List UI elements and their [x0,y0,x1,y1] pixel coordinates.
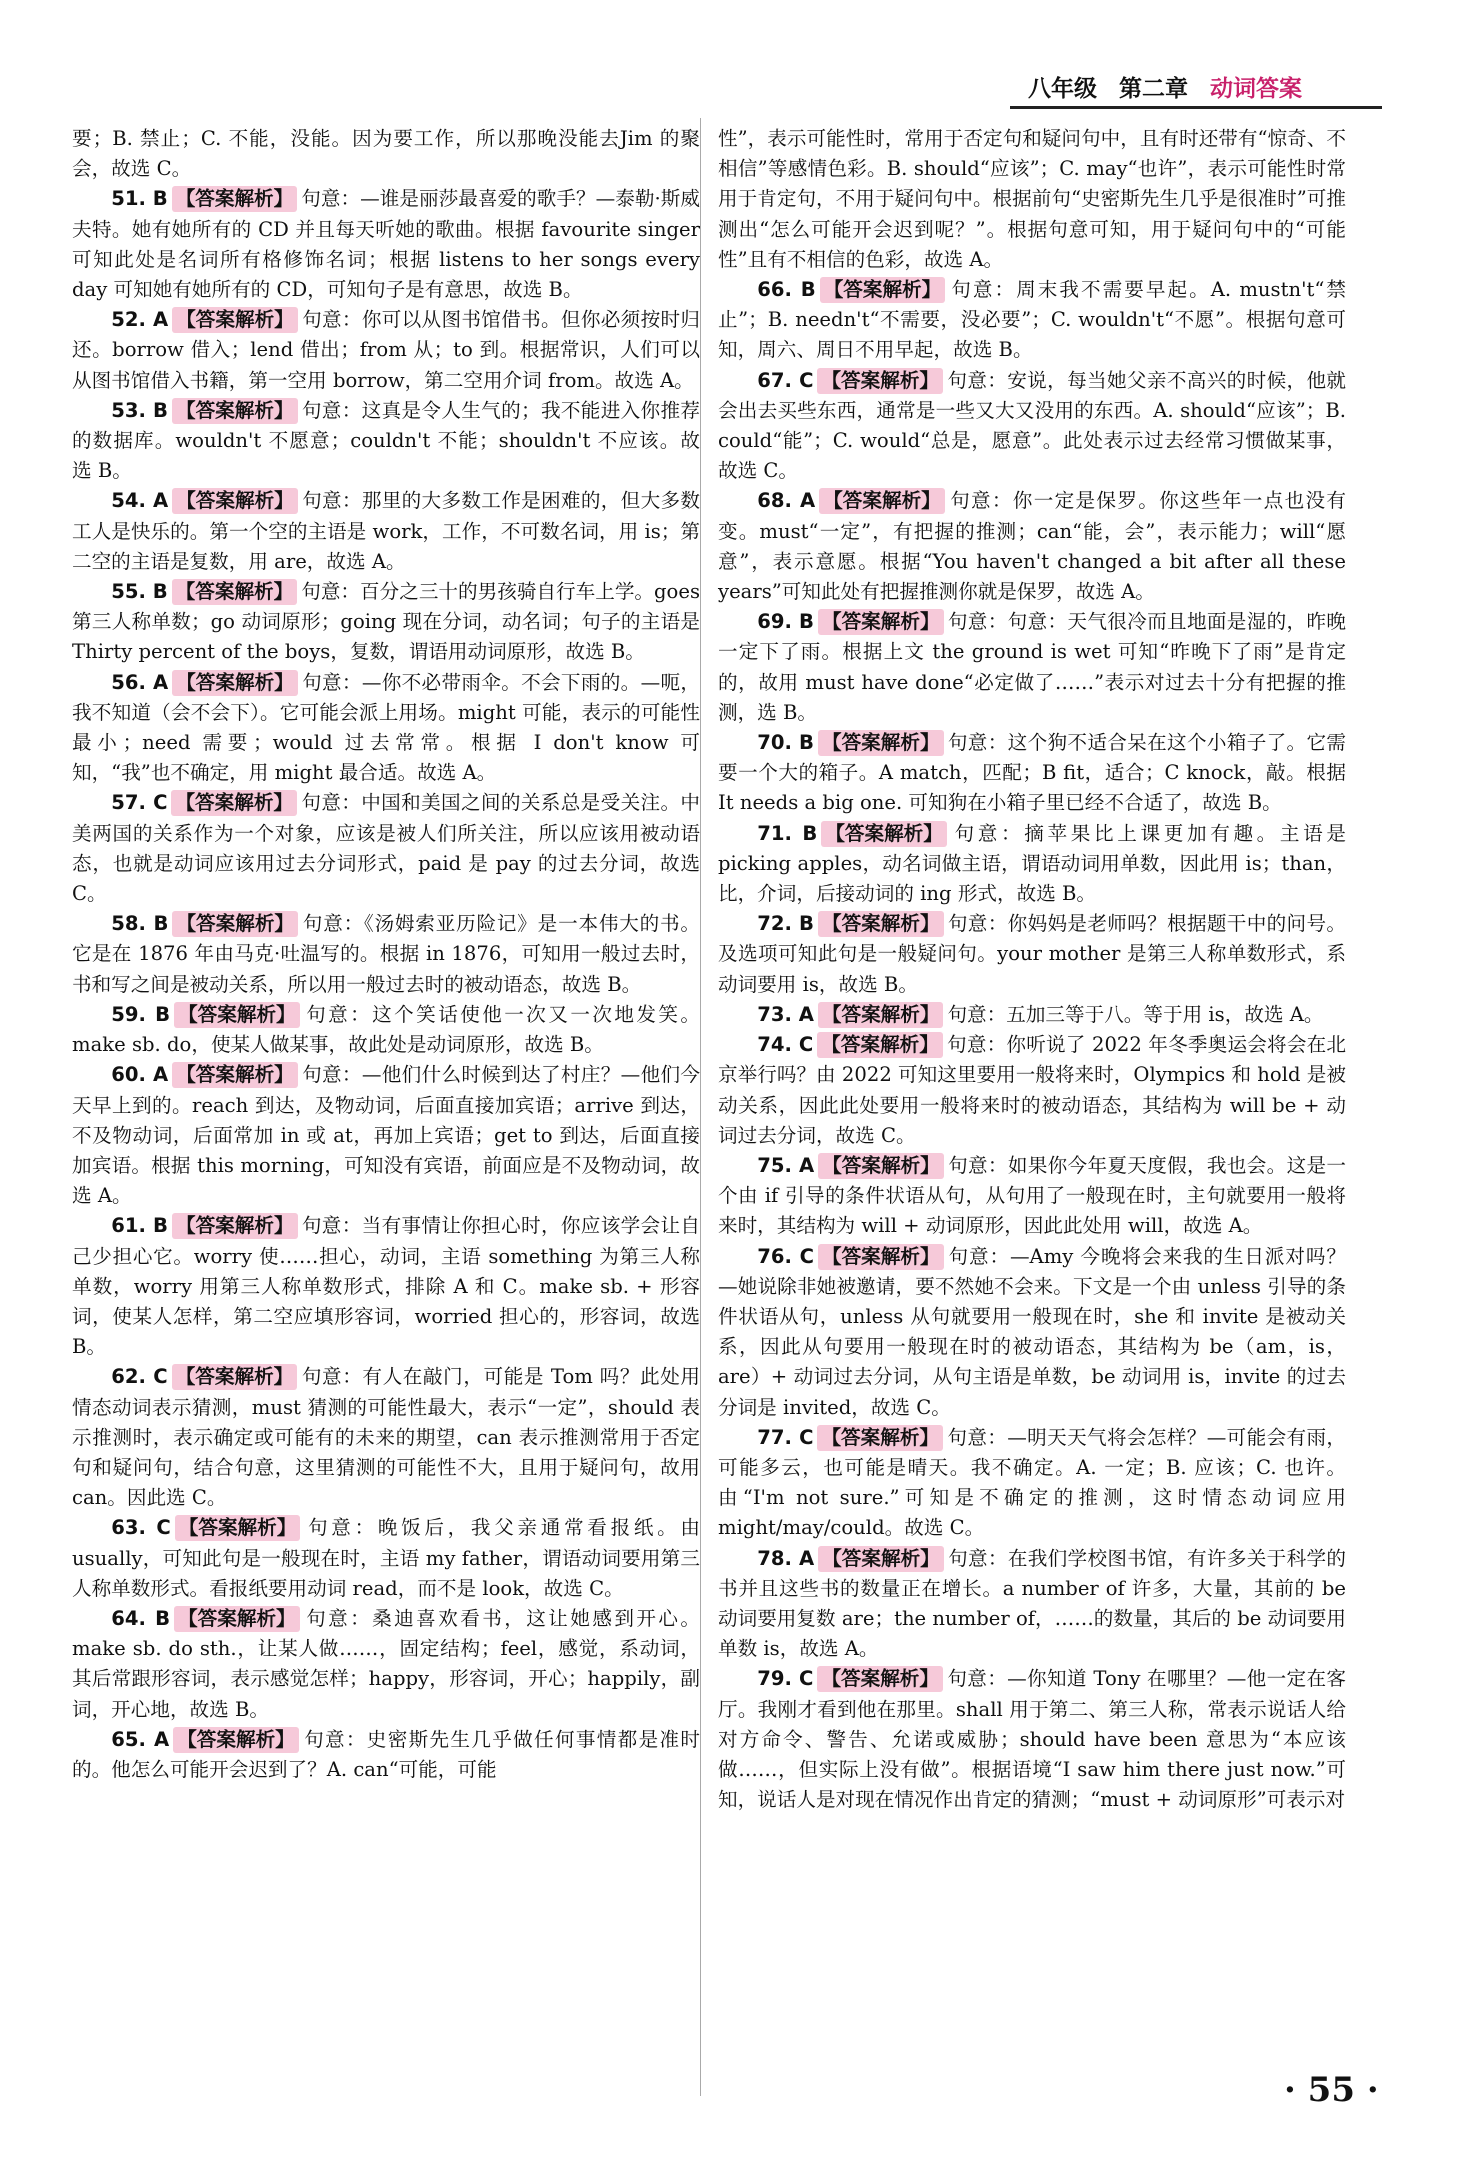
answer-analysis-tag: 【答案解析】 [818,730,944,756]
answer-number: 51. B [111,187,168,211]
answer-text: 句意：—他们什么时候到达了村庄？—他们今天早上到的。reach 到达，及物动词，后面直接加宾语；arrive 到达，不及物动词，后面常加 in 或 at，再加上宾语；get to 到达，后面直接加宾语。根据 this morning，可知没有宾语，前面应是不及物动词，故选 A。 [72,1063,700,1208]
answer-number: 74. C [757,1033,814,1057]
answer-item [72,1060,700,1211]
answer-item [72,124,700,184]
answer-analysis-tag: 【答案解析】 [174,1002,300,1028]
answer-number: 73. A [757,1002,814,1026]
answer-item [72,305,700,396]
answer-item [718,1151,1346,1242]
answer-analysis-tag: 【答案解析】 [174,1606,300,1632]
answer-analysis-tag: 【答案解析】 [171,790,297,816]
answer-analysis-tag: 【答案解析】 [818,1244,944,1270]
answer-text: 要；B. 禁止；C. 不能，没能。因为要工作，所以那晚没能去Jim 的聚会，故选 C。 [72,127,700,181]
answer-item [718,486,1346,607]
answer-text: 句意：这个狗不适合呆在这个小箱子了。它需要一个大的箱子。A match，匹配；B fit，适合；C knock，敲。根据 It needs a big one. 可知狗在小箱子里已经不合适了，故选 B。 [718,731,1346,815]
answer-number: 78. A [757,1546,815,1570]
answer-text: 句意：你一定是保罗。你这些年一点也没有变。must“一定”，有把握的推测；can“能，会”，表示能力；will“愿意”，表示意愿。根据“You haven't changed a bit after all these years”可知此处有把握推测你就是保罗，故选 A。 [718,489,1346,604]
answer-item [72,396,700,487]
answer-text: 句意：安说，每当她父亲不高兴的时候，他就会出去买些东西，通常是一些又大又没用的东西。A. should“应该”；B. could“能”；C. would“总是，愿意”。此处表示过去经常习惯做某事，故选 C。 [718,368,1347,483]
answer-text: 句意：史密斯先生几乎做任何事情都是准时的。他怎么可能开会迟到了？A. can“可能，可能 [72,1727,700,1781]
answer-item [72,1211,700,1362]
answer-text: 句意：你妈妈是老师吗？根据题干中的问号。及选项可知此句是一般疑问句。your mother 是第三人称单数形式，系动词要用 is，故选 B。 [718,912,1346,996]
answer-text: 句意：—明天天气将会怎样？—可能会有雨，可能多云，也可能是晴天。我不确定。A. 一定；B. 应该；C. 也许。由“I'm not sure.”可知是不确定的推测，这时情态动词应用 might/may/could。故选 C。 [718,1425,1347,1540]
answer-text: 句意：晚饭后，我父亲通常看报纸。由 usually，可知此句是一般现在时，主语 my father，谓语动词要用第三人称单数形式。看报纸要用动词 read，而不是 look，故选 C。 [72,1516,700,1600]
answer-number: 64. B [111,1606,171,1630]
answer-analysis-tag: 【答案解析】 [172,307,298,333]
answer-item [72,1000,700,1060]
answer-item [718,728,1346,819]
answer-item [718,275,1346,366]
header-topic: 动词答案 [1210,75,1302,102]
header-rule [1010,106,1382,109]
answer-number: 59. B [111,1002,171,1026]
answer-item [718,124,1346,275]
answer-number: 55. B [111,580,168,604]
answer-number: 57. C [111,791,168,815]
answer-text: 句意：在我们学校图书馆，有许多关于科学的书并且这些书的数量正在增长。a number of 许多，大量，其前的 be 动词要用复数 are；the number of，……的数量，其后的 be 动词要用单数 is，故选 A。 [718,1546,1346,1661]
answer-analysis-tag: 【答案解析】 [818,1002,944,1028]
answer-number: 54. A [111,489,169,513]
answer-number: 79. C [757,1667,814,1691]
answer-item [718,607,1346,728]
answer-item [72,788,700,909]
answer-text: 句意：桑迪喜欢看书，这让她感到开心。make sb. do sth.，让某人做……，固定结构；feel，感觉，系动词，其后常跟形容词，表示感觉怎样；happy，形容词，开心；happily，副词，开心地，故选 B。 [72,1606,701,1721]
answer-text: 句意：—谁是丽莎最喜爱的歌手？—泰勒·斯威夫特。她有她所有的 CD 并且每天听她的歌曲。根据 favourite singer 可知此处是名词所有格修饰名词；根据 listens to her songs every day 可知她有她所有的 CD，可知句子是有意思，故选 B。 [72,187,700,302]
answer-number: 75. A [757,1153,815,1177]
answer-analysis-tag: 【答案解析】 [817,1425,943,1451]
answer-analysis-tag: 【答案解析】 [821,821,947,847]
answer-text: 句意：中国和美国之间的关系总是受关注。中美两国的关系作为一个对象，应该是被人们所关注，所以应该用被动语态，也就是动词应该用过去分词形式，paid 是 pay 的过去分词，故选 C。 [72,791,701,906]
answer-text: 性”，表示可能性时，常用于否定句和疑问句中，且有时还带有“惊奇、不相信”等感情色彩。B. should“应该”；C. may“也许”，表示可能性时常用于肯定句，不用于疑问句中。根据前句“史密斯先生几乎是很准时”可推测出“怎么可能开会迟到呢？”。根据句意可知，用于疑问句中的“可能性”且有不相信的色彩，故选 A。 [718,127,1346,271]
answer-number: 63. C [111,1516,171,1540]
answer-number: 66. B [757,278,816,302]
answer-number: 52. A [111,308,169,332]
answer-number: 60. A [111,1063,169,1087]
answer-item [718,366,1346,487]
answer-item [72,1513,700,1604]
answer-number: 68. A [757,489,816,513]
answer-analysis-tag: 【答案解析】 [172,488,298,514]
answer-item [718,1664,1346,1815]
answer-number: 69. B [757,610,814,634]
answer-analysis-tag: 【答案解析】 [818,609,944,635]
running-header [1008,66,1382,106]
answer-text: 句意：有人在敲门，可能是 Tom 吗？此处用情态动词表示猜测，must 猜测的可能性最大，表示“一定”，should 表示推测时，表示确定或可能有的未来的期望，can 表示推测常用于否定句和疑问句，结合句意，这里猜测的可能性不大，且用于疑问句，故用 can。因此选 C。 [72,1365,700,1510]
answer-analysis-tag: 【答案解析】 [820,277,946,303]
answer-item [718,1423,1346,1544]
right-column [718,124,1346,1815]
column-divider [700,118,701,2096]
answer-text: 句意：这个笑话使他一次又一次地发笑。make sb. do，使某人做某事，故此处是动词原形，故选 B。 [72,1002,701,1057]
answer-text: 句意：摘苹果比上课更加有趣。主语是 picking apples，动名词做主语，谓语动词用单数，因此用 is；than，比，介词，后接动词的 ing 形式，故选 B。 [718,821,1347,906]
answer-analysis-tag: 【答案解析】 [172,1364,298,1390]
answer-analysis-tag: 【答案解析】 [172,670,298,696]
answer-analysis-tag: 【答案解析】 [175,1515,301,1541]
answer-analysis-tag: 【答案解析】 [817,1666,943,1692]
answer-item [72,486,700,577]
answer-text: 句意：百分之三十的男孩骑自行车上学。goes 第三人称单数；go 动词原形；going 现在分词，动名词；句子的主语是 Thirty percent of the boys，复数，谓语用动词原形，故选 B。 [72,580,701,664]
answer-number: 56. A [111,670,169,694]
answer-analysis-tag: 【答案解析】 [172,1213,298,1239]
answer-analysis-tag: 【答案解析】 [172,398,298,424]
answer-text: 句意：—Amy 今晚将会来我的生日派对吗？—她说除非她被邀请，要不然她不会来。下文是一个由 unless 引导的条件状语从句，unless 从句就要用一般现在时，she 和 invite 是被动关系，因此从句要用一般现在时的被动语态，其结构为 be（am，is，are）+ 动词过去分词，从句主语是单数，be 动词用 is，invite 的过去分词是 invited，故选 C。 [718,1244,1346,1419]
answer-text: 句意：—你不必带雨伞。不会下雨的。—呃，我不知道（会不会下）。它可能会派上用场。might 可能，表示的可能性最小；need 需要；would 过去常常。根据 I don't know 可知，“我”也不确定，用 might 最合适。故选 A。 [72,670,700,785]
answer-analysis-tag: 【答案解析】 [172,1062,298,1088]
answer-text: 句意：那里的大多数工作是困难的，但大多数工人是快乐的。第一个空的主语是 work，工作，不可数名词，用 is；第二空的主语是复数，用 are，故选 A。 [72,489,700,573]
answer-analysis-tag: 【答案解析】 [172,186,298,212]
answer-item [718,819,1346,910]
answer-analysis-tag: 【答案解析】 [173,1727,299,1753]
answer-number: 77. C [757,1425,814,1449]
header-grade: 八年级 [1028,75,1097,102]
answer-text: 句意：五加三等于八。等于用 is，故选 A。 [947,1002,1324,1026]
answer-item [718,1242,1346,1423]
answer-number: 53. B [111,398,168,422]
answer-text: 句意：你可以从图书馆借书。但你必须按时归还。borrow 借入；lend 借出；from 从；to 到。根据常识，人们可以从图书馆借入书籍，第一空用 borrow，第二空用介词 from。故选 A。 [72,308,700,392]
answer-number: 58. B [111,912,169,936]
answer-item [72,1604,700,1725]
answer-number: 71. B [757,821,818,845]
answer-analysis-tag: 【答案解析】 [818,1153,944,1179]
page-number: · 55 · [1284,2070,1379,2110]
answer-text: 句意：—你知道 Tony 在哪里？—他一定在客厅。我刚才看到他在那里。shall 用于第二、第三人称，常表示说话人给对方命令、警告、允诺或威胁；should have been 意思为“本应该做……，但实际上没有做”。根据语境“I saw him there just now.”可知，说话人是对现在情况作出肯定的猜测；“must + 动词原形”可表示对 [718,1667,1346,1812]
answer-analysis-tag: 【答案解析】 [818,911,944,937]
answer-analysis-tag: 【答案解析】 [819,488,945,514]
answer-text: 句意：你听说了 2022 年冬季奥运会将会在北京举行吗？由 2022 可知这里要用一般将来时，Olympics 和 hold 是被动关系，因此此处要用一般将来时的被动语态，其结构为 will be + 动词过去分词，故选 C。 [718,1033,1346,1147]
answer-analysis-tag: 【答案解析】 [818,1546,944,1572]
answer-text: 句意：句意：天气很冷而且地面是湿的，昨晚一定下了雨。根据上文 the ground is wet 可知“昨晚下了雨”是肯定的，故用 must have done“必定做了……”表示对过去十分有把握的推测，选 B。 [718,610,1346,724]
answer-item [72,1725,700,1785]
answer-item [718,909,1346,1000]
left-column [72,124,700,1785]
answer-item [72,668,700,789]
answer-number: 76. C [757,1244,814,1268]
answer-item [72,1362,700,1513]
answer-text: 句意：当有事情让你担心时，你应该学会让自己少担心它。worry 使……担心，动词，主语 something 为第三人称单数，worry 用第三人称单数形式，排除 A 和 C。make sb. + 形容词，使某人怎样，第二空应填形容词，worried 担心的，形容词，故选 B。 [72,1214,700,1359]
header-chapter: 第二章 [1119,75,1188,102]
answer-number: 70. B [757,731,814,755]
answer-number: 61. B [111,1214,168,1238]
answer-item [718,1544,1346,1665]
answer-item [718,1030,1346,1151]
answer-text: 句意：周末我不需要早起。A. mustn't“禁止”；B. needn't“不需要，没必要”；C. wouldn't“不愿”。根据句意可知，周六、周日不用早起，故选 B。 [718,278,1346,362]
answer-item [72,184,700,305]
answer-analysis-tag: 【答案解析】 [172,911,298,937]
answer-item [718,1000,1346,1030]
answer-analysis-tag: 【答案解析】 [172,579,298,605]
answer-analysis-tag: 【答案解析】 [817,368,943,394]
answer-item [72,909,700,1000]
answer-number: 72. B [757,912,814,936]
answer-number: 65. A [111,1727,170,1751]
answer-item [72,577,700,668]
answer-text: 句意：这真是令人生气的；我不能进入你推荐的数据库。wouldn't 不愿意；couldn't 不能；shouldn't 不应该。故选 B。 [72,398,700,483]
answer-analysis-tag: 【答案解析】 [817,1032,943,1058]
answer-number: 67. C [757,368,814,392]
answer-number: 62. C [111,1365,168,1389]
answer-text: 句意：《汤姆索亚历险记》是一本伟大的书。它是在 1876 年由马克·吐温写的。根据 in 1876，可知用一般过去时，书和写之间是被动关系，所以用一般过去时的被动语态，故选 B。 [72,912,700,996]
answer-text: 句意：如果你今年夏天度假，我也会。这是一个由 if 引导的条件状语从句，从句用了一般现在时，主句就要用一般将来时，其结构为 will + 动词原形，因此此处用 will，故选 A。 [718,1153,1346,1238]
